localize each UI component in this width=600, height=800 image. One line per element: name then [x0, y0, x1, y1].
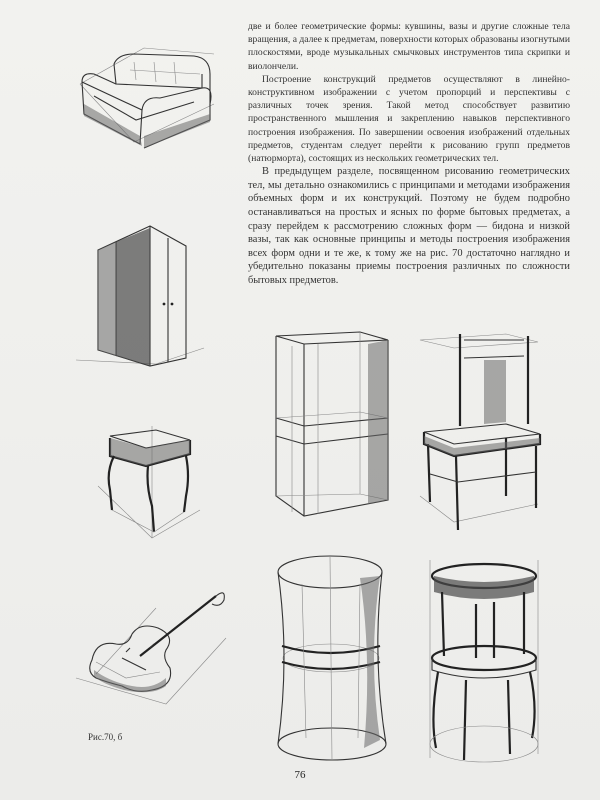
- paragraph-3: В предыдущем разделе, посвященном рисованию геометрических тел, мы детально ознакомились с принципами и методами изображения объемных форм и их конструкций. Поэтому не будем подробно останавливаться на простых и ясных по форме бытовых предметах, а сразу перейдем к рассмотрению сложных форм — бидона и низкой вазы, так как основные принципы и методы построения изображения всех форм одни и те же, к тому же на рис. 70 достаточно наглядно и убедительно показаны приемы построения различных по сложности бытовых предметов.: [248, 166, 570, 286]
- body-text: [248, 20, 570, 288]
- figure-caption: Рис.70, б: [88, 732, 123, 742]
- sofa-drawing: [74, 44, 224, 156]
- cylinder-construction-drawing: [268, 548, 398, 768]
- paragraph-2: Построение конструкций предметов осуществляют в линейно-конструктивном изображении с учетом пропорций и перспективы с различных точек зрения. Такой метод способствует развитию пространственного мышления и закреплению навыков перспективного построения изображения. По завершении освоения изображений отдельных предметов, студентам следует перейти к рисованию групп предметов (натюрморта), состоящих из нескольких геометрических тел.: [248, 73, 570, 165]
- paragraph-1: две и более геометрические формы: кувшины, вазы и другие сложные тела вращения, а далее к предметам, поверхности которых образованы изогнутыми плоскостями, вроде музыкальных смычковых инструментов типа скрипки и виолончели.: [248, 21, 570, 72]
- chair-drawing: [414, 326, 550, 536]
- chair-box-construction-drawing: [268, 326, 398, 526]
- wardrobe-drawing: [76, 220, 206, 370]
- violin-drawing: [66, 578, 236, 708]
- round-chair-drawing: [414, 548, 550, 768]
- page-number: 76: [294, 769, 306, 781]
- stool-drawing: [96, 426, 206, 546]
